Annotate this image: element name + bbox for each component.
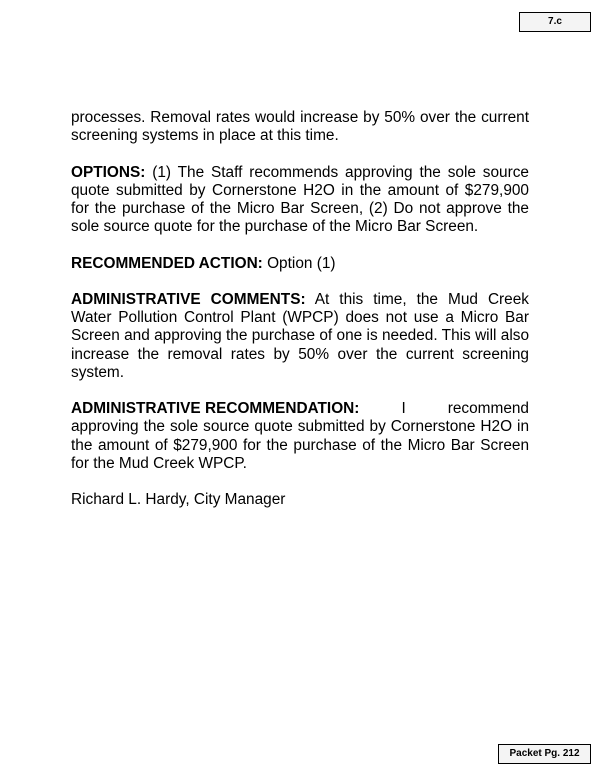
document-body	[71, 109, 529, 528]
recommended-action-label: RECOMMENDED ACTION:	[71, 254, 263, 272]
options-text: (1) The Staff recommends approving the sole source quote submitted by Cornerstone H2O in the amount of $279,900 for the purchase of the Micro Bar Screen, (2) Do not approve the sole source quote for the purchase of the Micro Bar Screen.	[71, 163, 529, 236]
administrative-comments-label: ADMINISTRATIVE COMMENTS:	[71, 290, 306, 308]
administrative-recommendation-paragraph	[71, 400, 529, 473]
administrative-recommendation-word-1: I	[401, 400, 406, 418]
agenda-item-tag: 7.c	[519, 12, 591, 32]
administrative-comments-paragraph	[71, 291, 529, 382]
recommended-action-text: Option (1)	[262, 254, 336, 272]
recommended-action-paragraph	[71, 255, 529, 273]
intro-paragraph: processes. Removal rates would increase by 50% over the current screening systems in place at this time.	[71, 109, 529, 145]
packet-page-number: Packet Pg. 212	[498, 744, 591, 764]
administrative-recommendation-first-line	[71, 400, 529, 418]
options-label: OPTIONS:	[71, 163, 146, 181]
options-paragraph	[71, 164, 529, 237]
signature-line: Richard L. Hardy, City Manager	[71, 491, 286, 509]
administrative-recommendation-label: ADMINISTRATIVE RECOMMENDATION:	[71, 400, 360, 418]
administrative-recommendation-word-2: recommend	[447, 400, 529, 418]
administrative-comments-text: At this time, the Mud Creek Water Pollution Control Plant (WPCP) does not use a Micro Bar Screen and approving the purchase of one is needed. This will also increase the removal rates by 50% over the current screening system.	[71, 290, 529, 381]
administrative-recommendation-text: approving the sole source quote submitted by Cornerstone H2O in the amount of $279,900 for the purchase of the Micro Bar Screen for the Mud Creek WPCP.	[71, 418, 529, 472]
